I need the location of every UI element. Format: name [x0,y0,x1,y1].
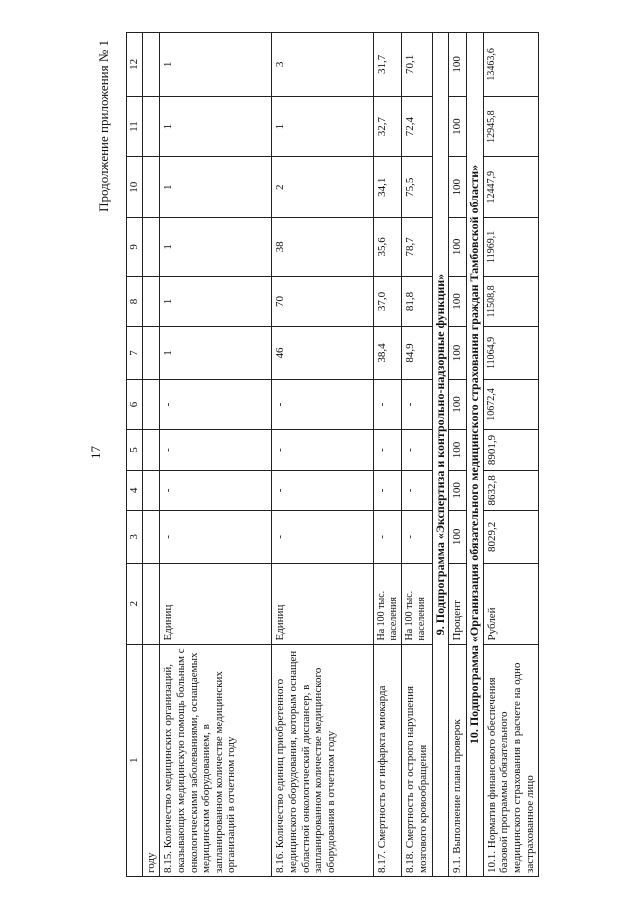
value-cell: 11064,9 [483,327,539,380]
section-row [467,33,484,877]
header-cell: 4 [127,470,143,510]
value-cell: 32,7 [374,96,402,157]
header-row [127,33,143,877]
value-cell: 81,8 [402,276,432,327]
indicator-name: 8.15. Количество медицинских организаций, оказывающих медицинскую помощь больным с онкологическими заболеваниями, оснащаемых медицинским оборудованием, в запланированном количестве медицинских организаций в отчетном году [160,644,272,876]
section-title: 10. Подпрограмма «Организация обязательного медицинского страхования граждан Тамбовской области» [467,33,484,877]
value-cell: 70,1 [402,33,432,97]
value-cell: 3 [272,33,374,97]
value-cell: - [160,379,272,430]
value-cell: - [272,430,374,470]
value-cell: 1 [160,276,272,327]
value-cell: 11508,8 [483,276,539,327]
value-cell: - [374,379,402,430]
header-cell: 5 [127,430,143,470]
appendix-note: Продолжение приложения № 1 [96,40,111,212]
value-cell: 100 [449,470,467,510]
header-cell: 7 [127,327,143,380]
header-cell: 6 [127,379,143,430]
value-cell: 8029,2 [483,511,539,564]
value-cell: 100 [449,33,467,97]
value-cell: - [374,470,402,510]
value-cell: - [272,511,374,564]
unit-cell: Рублей [483,563,539,644]
indicators-table [126,32,539,877]
value-cell: - [402,470,432,510]
value-cell: - [402,379,432,430]
table-row [374,33,402,877]
value-cell: 1 [160,327,272,380]
unit-cell: Процент [449,563,467,644]
value-cell: 100 [449,511,467,564]
indicator-name: 8.18. Смертность от острого нарушения мозгового кровообращения [402,644,432,876]
value-cell: 1 [160,157,272,218]
value-cell: - [402,430,432,470]
header-cell: 12 [127,33,143,97]
page-number: 17 [88,446,103,459]
table-row [449,33,467,877]
value-cell: 78,7 [402,218,432,277]
table-row [483,33,539,877]
value-cell: 100 [449,327,467,380]
header-cell: 1 [127,644,143,876]
unit-cell: Единиц [160,563,272,644]
value-cell: - [374,511,402,564]
value-cell: 100 [449,276,467,327]
value-cell: 100 [449,218,467,277]
value-cell: 46 [272,327,374,380]
value-cell: 37,0 [374,276,402,327]
value-cell: - [160,470,272,510]
table-row [402,33,432,877]
indicator-name: 9.1. Выполнение плана проверок [449,644,467,876]
header-cell: 10 [127,157,143,218]
value-cell: 75,5 [402,157,432,218]
unit-cell: На 100 тыс. населения [374,563,402,644]
unit-cell: На 100 тыс. населения [402,563,432,644]
value-cell: 38,4 [374,327,402,380]
header-cell: 9 [127,218,143,277]
continuation-row [142,33,160,877]
value-cell: 100 [449,96,467,157]
value-cell: 38 [272,218,374,277]
value-cell: 100 [449,430,467,470]
value-cell: - [402,511,432,564]
value-cell: 31,7 [374,33,402,97]
header-cell: 2 [127,563,143,644]
value-cell: - [272,379,374,430]
value-cell: 10672,4 [483,379,539,430]
value-cell: - [272,470,374,510]
indicator-name: 8.17. Смертность от инфаркта миокарда [374,644,402,876]
value-cell: 13463,6 [483,33,539,97]
value-cell: 1 [272,96,374,157]
header-cell: 3 [127,511,143,564]
value-cell: 1 [160,218,272,277]
value-cell: 12945,8 [483,96,539,157]
value-cell: 12447,9 [483,157,539,218]
value-cell: 35,6 [374,218,402,277]
section-row [432,33,449,877]
value-cell: 8901,9 [483,430,539,470]
value-cell: 84,9 [402,327,432,380]
value-cell: 100 [449,379,467,430]
table-row [160,33,272,877]
value-cell: 1 [160,96,272,157]
value-cell: 1 [160,33,272,97]
header-cell: 8 [127,276,143,327]
value-cell: 11969,1 [483,218,539,277]
value-cell: 72,4 [402,96,432,157]
value-cell: 2 [272,157,374,218]
value-cell: - [160,430,272,470]
table-row [272,33,374,877]
indicator-name: 8.16. Количество единиц приобретенного медицинского оборудования, которым оснащен областной онкологический диспансер, в запланированном количестве медицинского оборудования в отчетном году [272,644,374,876]
indicator-name: 10.1. Норматив финансового обеспечения базовой программы обязательного медицинского страхования в расчете на одно застрахованное лицо [483,644,539,876]
value-cell: 70 [272,276,374,327]
value-cell: 34,1 [374,157,402,218]
value-cell: 8632,8 [483,470,539,510]
continuation-text: году [142,644,160,876]
header-cell: 11 [127,96,143,157]
unit-cell: Единиц [272,563,374,644]
value-cell: - [160,511,272,564]
section-title: 9. Подпрограмма «Экспертиза и контрольно-надзорные функции» [432,33,449,877]
value-cell: - [374,430,402,470]
value-cell: 100 [449,157,467,218]
